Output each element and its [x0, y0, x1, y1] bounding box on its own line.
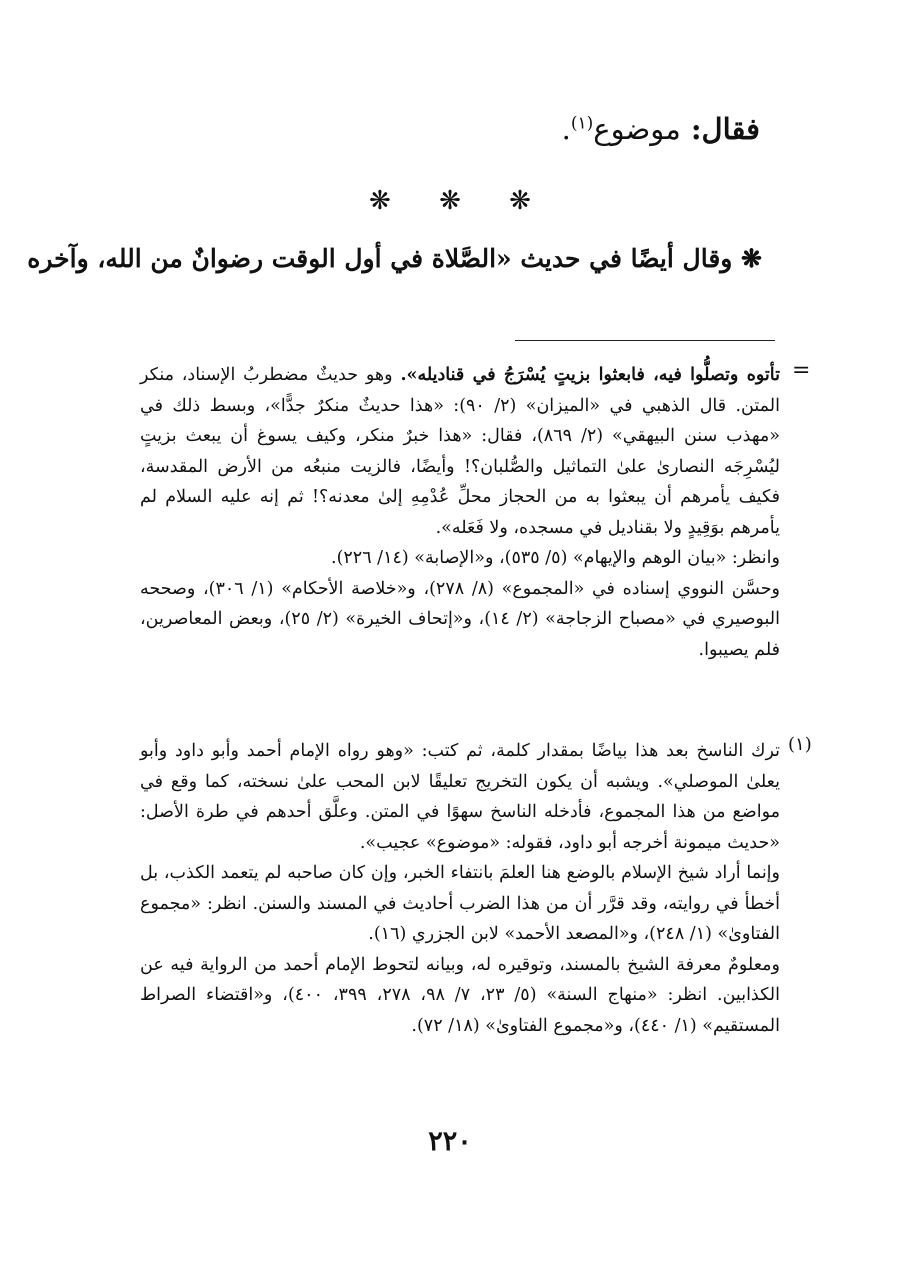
- footnote-paragraph: [140, 360, 780, 543]
- asterism-separator: [0, 186, 900, 216]
- continuation-marker: =: [792, 358, 811, 383]
- separator-star: ❋: [439, 186, 461, 216]
- footnote-paragraph: ترك الناسخ بعد هذا بياضًا بمقدار كلمة، ثم كتب: «وهو رواه الإمام أحمد وأبو داود وأبو يعلىٰ الموصلي». ويشبه أن يكون التخريج تعليقًا لابن المحب علىٰ نسخته، كما وقع في مواضع من هذا المجموع، فأدخله الناسخ سهوًا في المتن. وعلَّق أحدهم في طرة الأصل: «حديث ميمونة أخرجه أبو داود، فقوله: «موضوع» عجيب».: [140, 741, 780, 853]
- footnotes-area: [0, 352, 900, 1122]
- main-text-label: فقال:: [690, 112, 760, 146]
- page-number: ٢٢٠: [428, 1126, 472, 1157]
- footnote-reference[interactable]: (١): [570, 113, 594, 134]
- commentary-text: وهو حديثٌ مضطربُ الإسناد، منكر المتن. قال الذهبي في «الميزان» (٢/ ٩٠): «هذا حديثٌ منكرٌ جدًّا»، وبسط ذلك في «مهذب سنن البيهقي» (٢/ ٨٦٩)، فقال: «هذا خبرٌ منكر، وكيف يسوغ أن يبعث بزيتٍ ليُسْرِجَه النصارىٰ علىٰ التماثيل والصُّلبان؟! وأيضًا، فالزيت منبعُه من الأرض المقدسة، فكيف يأمرهم أن يبعثوا به من الحجاز محلِّ عُدْمِهِ إلىٰ معدنه؟! ثم إنه عليه السلام لم يأمرهم بوَقِيدٍ ولا بقناديل في مسجده، ولا فَعَله».: [140, 365, 780, 538]
- footnote-paragraph: وإنما أراد شيخ الإسلام بالوضع هنا العلمَ بانتفاء الخبر، وإن كان صاحبه لم يتعمد الكذب، بل أخطأ في روايته، وقد قرَّر أن من هذا الضرب أحاديث في المسند والسنن. انظر: «مجموع الفتاوىٰ» (١/ ٢٤٨)، و«المصعد الأحمد» لابن الجزري (١٦).: [140, 863, 780, 944]
- separator-star: ❋: [509, 186, 531, 216]
- section-heading: ❋ وقال أيضًا في حديث «الصَّلاة في أول الوقت رضوانٌ من الله، وآخره: [27, 244, 762, 273]
- footnote-paragraph: ومعلومٌ معرفة الشيخ بالمسند، وتوقيره له، وبيانه لتحوط الإمام أحمد من الرواية فيه عن الكذابين. انظر: «منهاج السنة» (٥/ ٢٣، ٧/ ٩٨، ٢٧٨، ٣٩٩، ٤٠٠)، و«اقتضاء الصراط المستقيم» (١/ ٤٤٠)، و«مجموع الفتاوىٰ» (١٨/ ٧٢).: [140, 954, 780, 1036]
- hadith-text: تأتوه وتصلُّوا فيه، فابعثوا بزيتٍ يُسْرَجُ في قناديله».: [400, 365, 780, 385]
- main-text-line: [562, 112, 760, 146]
- footnote-divider: [515, 340, 775, 341]
- main-text-word: موضوع: [593, 112, 681, 146]
- footnote-paragraph: وانظر: «بيان الوهم والإيهام» (٥/ ٥٣٥)، و«الإصابة» (١٤/ ٢٢٦).: [331, 548, 780, 568]
- main-text-period: .: [561, 112, 571, 146]
- footnote-continuation: [140, 360, 780, 665]
- footnote-1: [140, 736, 780, 1041]
- footnote-paragraph: وحسَّن النووي إسناده في «المجموع» (٨/ ٢٧٨)، و«خلاصة الأحكام» (١/ ٣٠٦)، وصححه البوصيري في «مصباح الزجاجة» (٢/ ١٤)، و«إتحاف الخيرة» (٢/ ٢٥)، وبعض المعاصرين، فلم يصيبوا.: [140, 578, 780, 660]
- footnote-number: (١): [788, 734, 812, 755]
- separator-star: ❋: [369, 186, 391, 216]
